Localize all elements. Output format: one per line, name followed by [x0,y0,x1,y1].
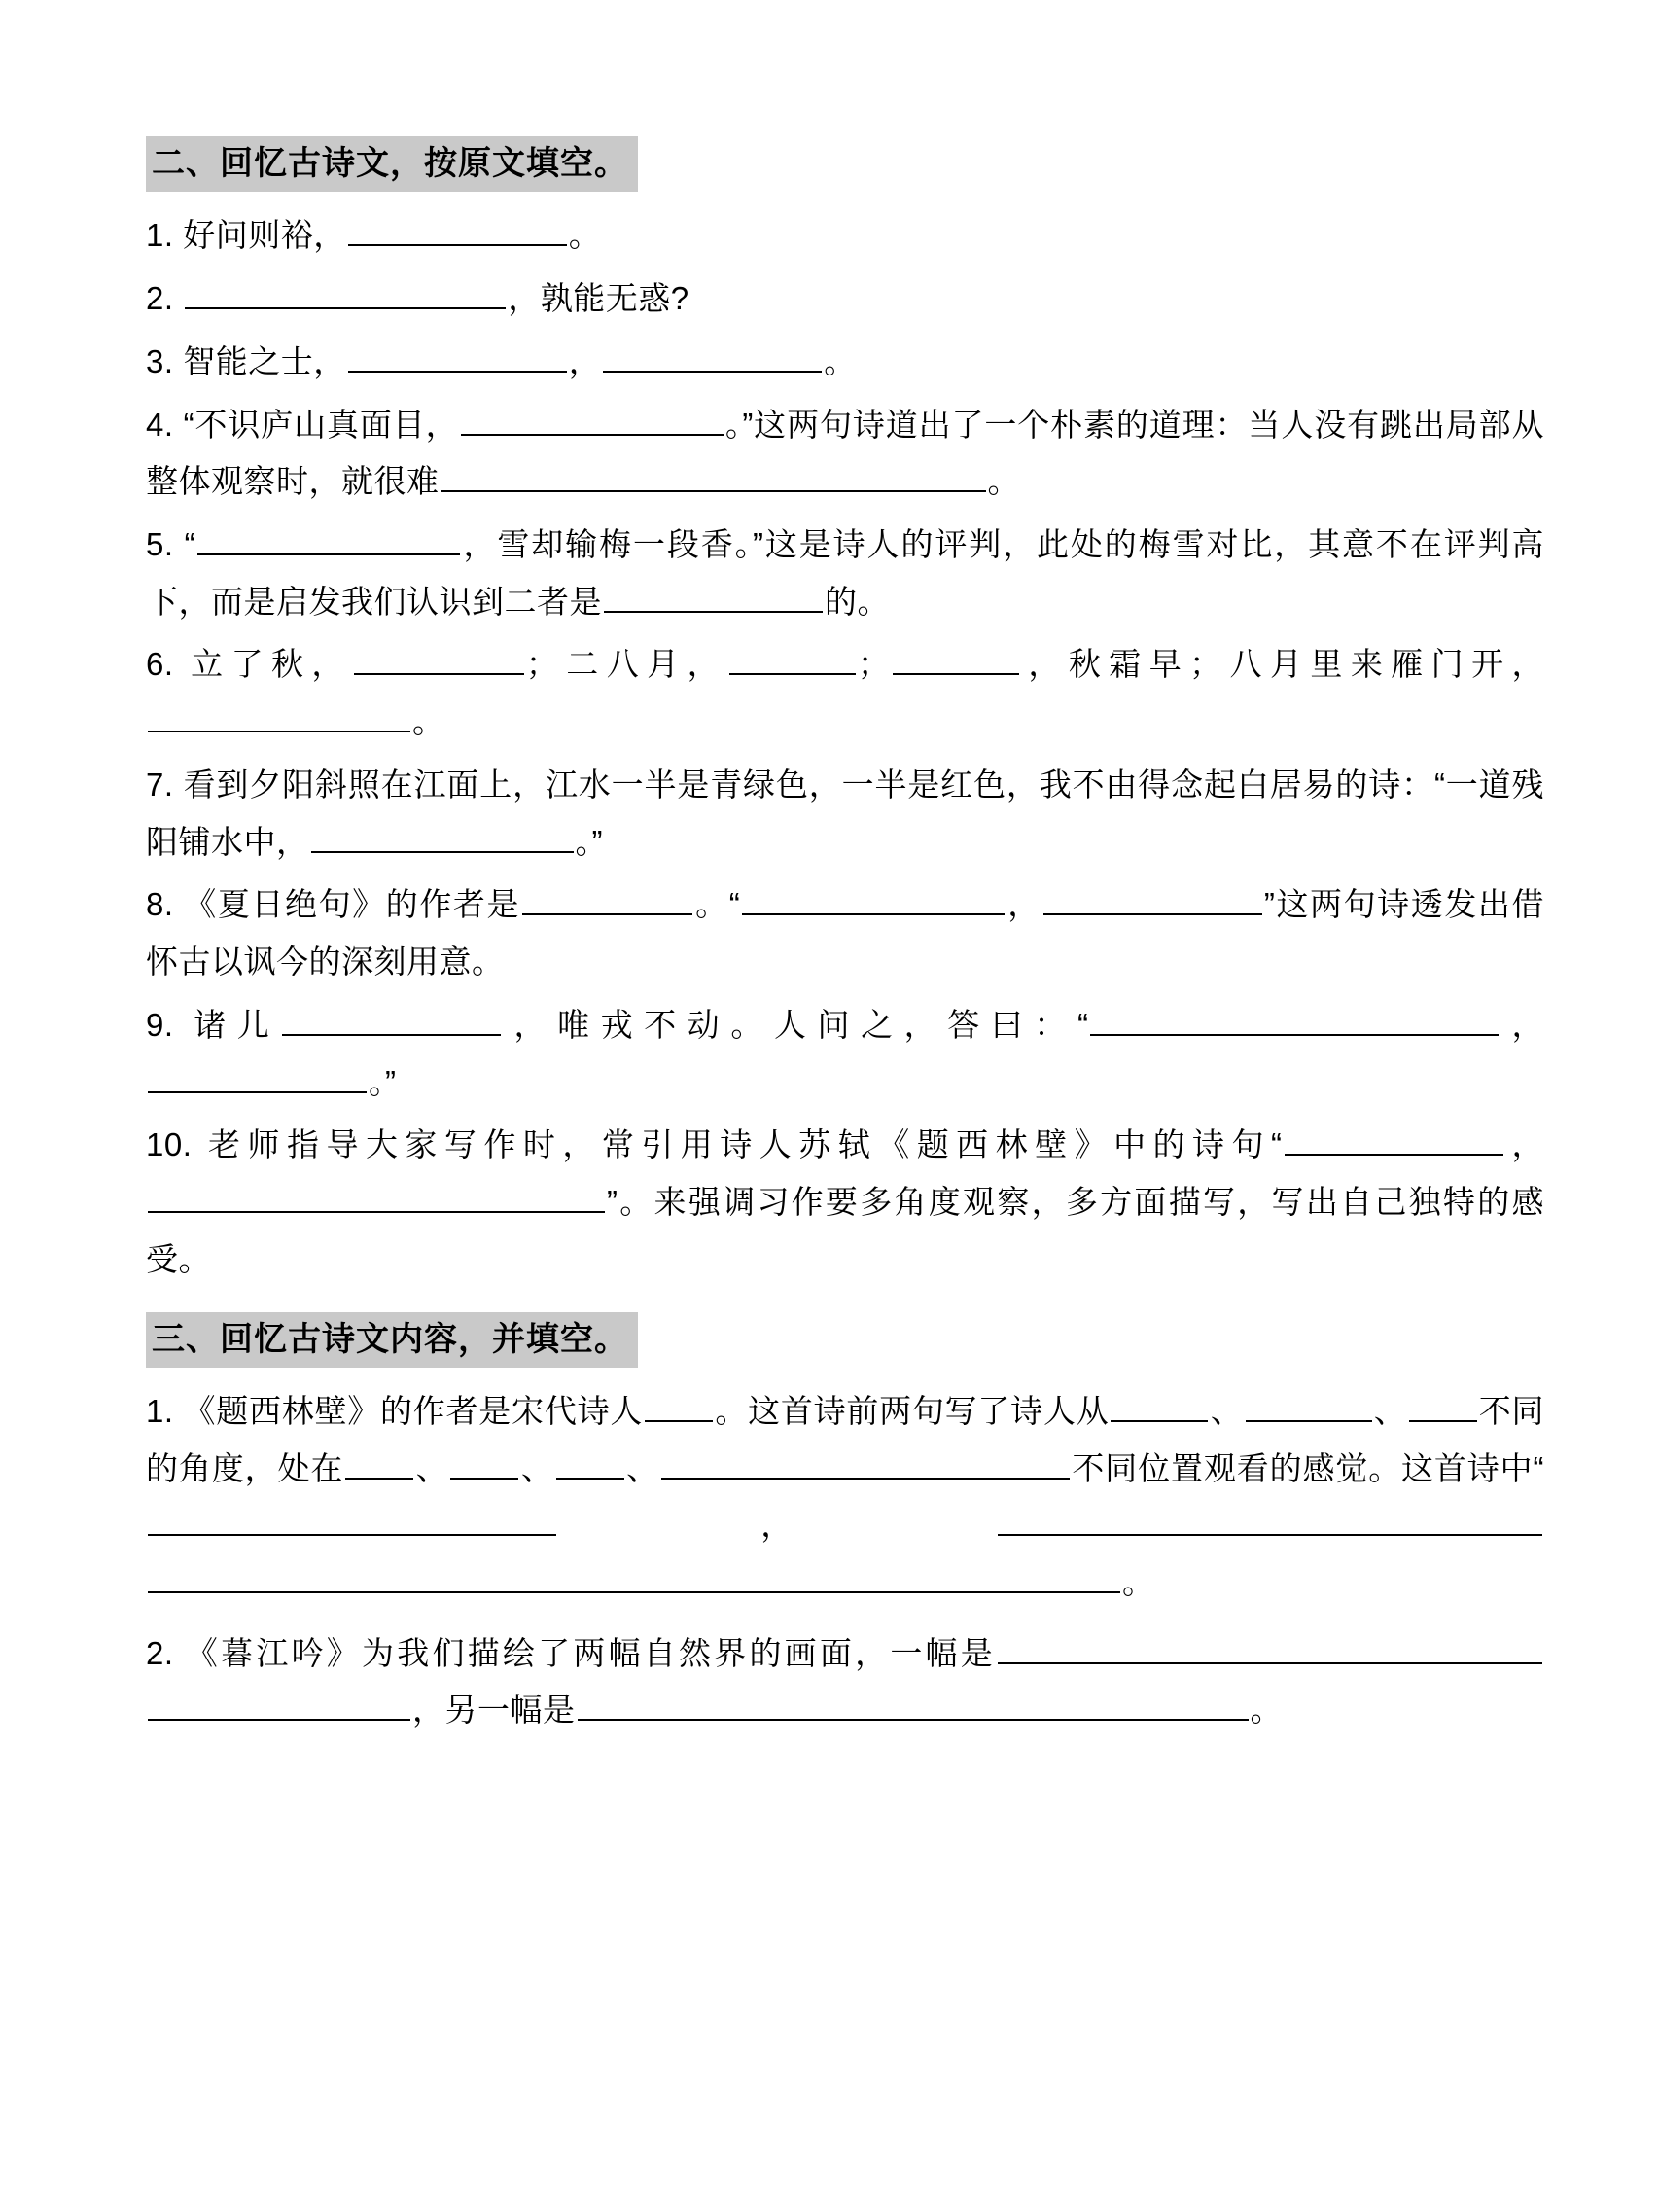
item-number: 2. [146,1634,174,1671]
item-number: 3. [146,342,174,379]
item-text: 的。 [825,583,890,620]
item-text: “ [184,525,196,562]
answer-blank[interactable] [742,878,1005,915]
answer-blank[interactable] [522,878,692,915]
item-text: ； [858,646,891,683]
answer-blank[interactable] [148,1499,556,1536]
item-number: 1. [146,217,174,254]
answer-blank[interactable] [1246,1385,1372,1422]
item-text: ， [1504,1126,1544,1163]
item-text: 不同的角度，处在 [146,1392,1545,1486]
answer-blank[interactable] [1043,878,1262,915]
answer-blank[interactable] [556,1442,624,1479]
item-text: 、 [625,1449,659,1486]
item-text: ”。来强调习作要多角度观察，多方面描写，写出自己独特的感受。 [146,1184,1544,1277]
answer-blank[interactable] [348,335,567,372]
answer-blank[interactable] [197,518,460,555]
answer-blank[interactable] [148,1055,367,1092]
item-text: ， [1006,886,1041,923]
item-text: 不同位置观看的感觉。这首诗中“ [1071,1449,1545,1486]
item-text: ，雪却输梅一段香。”这是诗人的评判，此处的梅雪对比，其意不在评判高下，而是启发我们认识到二者是 [146,525,1544,620]
answer-blank[interactable] [604,575,823,612]
item-text: 智能之士， [183,342,346,379]
item-text: 《暮江吟》为我们描绘了两幅自然界的画面，一幅是 [185,1634,996,1671]
item-text: 。” [369,1063,397,1100]
question-item [146,334,1544,391]
item-text: ，唯戎不动。人问之，答曰：“ [503,1006,1089,1043]
item-text: 。”这两句诗道出了一个朴素的道理：当人没有跳出局部从整体观察时，就很难 [146,406,1545,500]
answer-blank[interactable] [354,638,524,675]
question-item [146,270,1544,328]
item-text: “不识庐山真面目， [183,406,459,443]
answer-blank[interactable] [441,455,986,492]
item-number: 4. [146,406,174,443]
item-number: 8. [146,886,174,923]
answer-blank[interactable] [148,1684,410,1721]
answer-blank[interactable] [185,272,506,309]
question-item [146,757,1544,871]
answer-blank[interactable] [1111,1385,1208,1422]
item-text: 、 [1210,1392,1244,1429]
answer-blank[interactable] [148,696,410,732]
answer-blank[interactable] [345,1442,413,1479]
item-text: 。 [412,703,445,740]
item-text: ，秋霜早；八月里来雁门开， [1020,646,1545,683]
item-text: 《夏日绝句》的作者是 [184,886,521,923]
question-item [146,207,1544,265]
item-text: ”这两句诗透发出借怀古以讽今的深刻用意。 [146,886,1544,981]
item-number: 7. [146,766,174,803]
item-text: 。这首诗前两句写了诗人从 [715,1392,1110,1429]
answer-blank[interactable] [148,1176,605,1213]
answer-blank[interactable] [450,1442,518,1479]
item-number: 9. [146,1006,174,1043]
answer-blank[interactable] [998,1499,1542,1536]
item-text: ，孰能无惑? [508,280,689,317]
item-text: 《题西林壁》的作者是宋代诗人 [183,1392,644,1429]
answer-blank[interactable] [311,815,574,852]
item-text: ， [1500,1006,1545,1043]
answer-blank[interactable] [661,1442,1070,1479]
answer-blank[interactable] [645,1385,713,1422]
question-item [146,1383,1544,1612]
question-item [146,1117,1544,1288]
item-text: 、 [1373,1392,1407,1429]
item-number: 2. [146,280,174,317]
question-item [146,517,1544,630]
item-number: 10. [146,1126,193,1163]
question-item [146,397,1544,511]
answer-blank[interactable] [603,335,822,372]
item-text: ，另一幅是 [412,1692,576,1729]
answer-blank[interactable] [1285,1119,1503,1156]
item-text: 。 [824,342,857,379]
section-heading-two: 二、回忆古诗文，按原文填空。 [146,136,638,192]
answer-blank[interactable] [348,209,567,246]
item-text: 诸儿 [194,1006,281,1043]
question-item [146,876,1544,990]
item-text: 。 [1250,1692,1283,1729]
question-item [146,997,1544,1111]
item-text: 好问则裕， [183,217,346,254]
answer-blank[interactable] [998,1626,1542,1663]
answer-blank[interactable] [461,398,724,435]
item-text: ；二八月， [525,646,727,683]
question-item [146,636,1544,750]
answer-blank[interactable] [282,999,501,1036]
item-text: 、 [520,1449,554,1486]
item-text: 。” [575,823,603,860]
answer-blank[interactable] [148,1556,1120,1593]
item-text: 老师指导大家写作时，常引用诗人苏轼《题西林壁》中的诗句“ [208,1126,1283,1163]
item-text: 。 [1122,1564,1155,1601]
answer-blank[interactable] [578,1684,1249,1721]
item-text: 立了秋， [191,646,352,683]
item-number: 6. [146,646,174,683]
item-text: ， [568,342,602,379]
item-text: 。 [568,217,602,254]
item-text: 、 [415,1449,449,1486]
item-text: 看到夕阳斜照在江面上，江水一半是青绿色，一半是红色，我不由得念起白居易的诗：“一道残阳铺水中， [146,766,1544,860]
item-text: 。 [987,463,1020,500]
answer-blank[interactable] [1409,1385,1477,1422]
item-text: ， [558,1507,996,1544]
question-item [146,1625,1544,1739]
section-heading-three: 三、回忆古诗文内容，并填空。 [146,1312,638,1368]
item-number: 1. [146,1392,174,1429]
item-text: 。“ [694,886,741,923]
answer-blank[interactable] [1090,999,1499,1036]
answer-blank[interactable] [729,638,856,675]
item-number: 5. [146,525,174,562]
answer-blank[interactable] [893,638,1019,675]
